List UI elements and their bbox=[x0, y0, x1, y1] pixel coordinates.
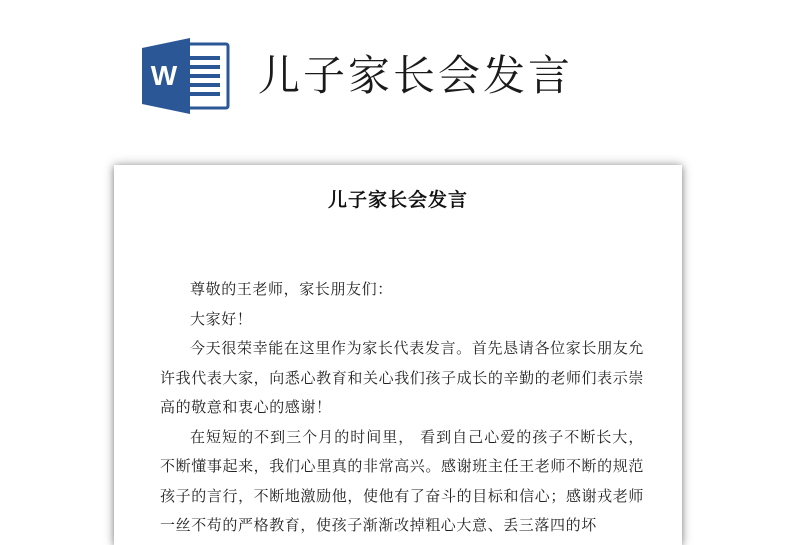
paragraph-thanks: 在短短的不到三个月的时间里， 看到自己心爱的孩子不断长大，不断懂事起来，我们心里真的非常高兴。感谢班主任王老师不断的规范孩子的言行，不断地激励他，使他有了奋斗的目标和信心；感谢戎老师一丝不苟的严格教育，使孩子渐渐改掉粗心大意、丢三落四的坏 bbox=[160, 427, 644, 534]
paragraph-greeting: 大家好！ bbox=[190, 309, 253, 328]
word-letter: W bbox=[150, 60, 178, 91]
document-body bbox=[160, 275, 644, 541]
paragraph-salutation: 尊敬的王老师，家长朋友们： bbox=[190, 280, 393, 298]
document-title: 儿子家长会发言 bbox=[327, 189, 468, 211]
header-banner bbox=[0, 0, 800, 150]
header-title: 儿子家长会发言 bbox=[258, 51, 574, 100]
word-document-icon bbox=[140, 36, 232, 116]
paragraph-intro: 今天很荣幸能在这里作为家长代表发言。首先恳请各位家长朋友允许我代表大家，向悉心教育和关心我们孩子成长的辛勤的老师们表示崇高的敬意和衷心的感谢！ bbox=[160, 339, 644, 416]
document-page bbox=[114, 165, 682, 545]
